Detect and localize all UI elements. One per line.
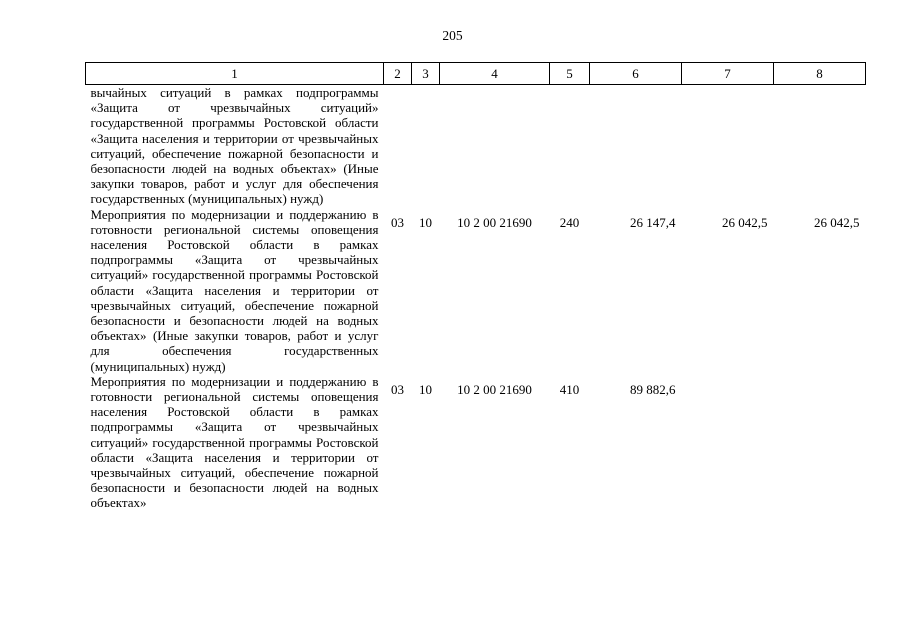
header-col-4: 4 bbox=[440, 63, 550, 85]
header-col-1: 1 bbox=[86, 63, 384, 85]
row-year1 bbox=[590, 85, 682, 207]
row-csr: 10 2 00 21690 bbox=[457, 214, 532, 230]
row-pr: 10 bbox=[419, 381, 432, 397]
header-col-2: 2 bbox=[384, 63, 412, 85]
header-col-7: 7 bbox=[682, 63, 774, 85]
row-vr: 410 bbox=[559, 381, 580, 397]
row-pr: 10 bbox=[419, 214, 432, 230]
header-row bbox=[86, 63, 866, 85]
header-col-6: 6 bbox=[590, 63, 682, 85]
row-year3: 26 042,5 bbox=[814, 214, 860, 230]
row-csr: 10 2 00 21690 bbox=[457, 381, 532, 397]
row-vr: 240 bbox=[559, 214, 580, 230]
row-year1: 26 147,4 bbox=[630, 214, 676, 230]
row-csr bbox=[440, 85, 550, 207]
header-col-5: 5 bbox=[550, 63, 590, 85]
row-description: Мероприятия по модернизации и поддержанию в готовности региональной системы оповещения населения Ростовской области в рамках подпрограммы «Защита от чрезвычайных ситуаций» государственной программы Ростовской области «Защита населения и территории от чрезвычайных ситуаций, обеспечение пожарной безопасности и безопасности людей на водных объектах» (Иные закупки товаров, работ и услуг для обеспечения государственных (муниципальных) нужд) bbox=[90, 206, 379, 374]
row-vr bbox=[550, 85, 590, 207]
table-row bbox=[86, 85, 866, 207]
row-year3 bbox=[774, 374, 866, 511]
row-rz bbox=[384, 85, 412, 207]
table-row bbox=[86, 207, 866, 374]
row-year1: 89 882,6 bbox=[630, 381, 676, 397]
row-year2 bbox=[682, 374, 774, 511]
row-year3 bbox=[774, 85, 866, 207]
row-description: вычайных ситуаций в рамках подпрограммы «Защита от чрезвычайных ситуаций» государственной программы Ростовской области «Защита населения и территории от чрезвычайных ситуаций, обеспечение пожарной безопасности и безопасности людей на водных объектах» (Иные закупки товаров, работ и услуг для обеспечения государственных (муниципальных) нужд) bbox=[90, 85, 379, 207]
row-pr bbox=[412, 85, 440, 207]
row-year2: 26 042,5 bbox=[722, 214, 768, 230]
row-rz: 03 bbox=[391, 381, 404, 397]
row-description: Мероприятия по модернизации и поддержанию в готовности региональной системы оповещения населения Ростовской области в рамках подпрограммы «Защита от чрезвычайных ситуаций» государственной программы Ростовской области «Защита населения и территории от чрезвычайных ситуаций, обеспечение пожарной безопасности и безопасности людей на водных объектах» bbox=[90, 373, 379, 511]
page-number: 205 bbox=[442, 28, 463, 43]
header-col-3: 3 bbox=[412, 63, 440, 85]
budget-table bbox=[85, 62, 866, 511]
table-row bbox=[86, 374, 866, 511]
row-rz: 03 bbox=[391, 214, 404, 230]
header-col-8: 8 bbox=[774, 63, 866, 85]
row-year2 bbox=[682, 85, 774, 207]
